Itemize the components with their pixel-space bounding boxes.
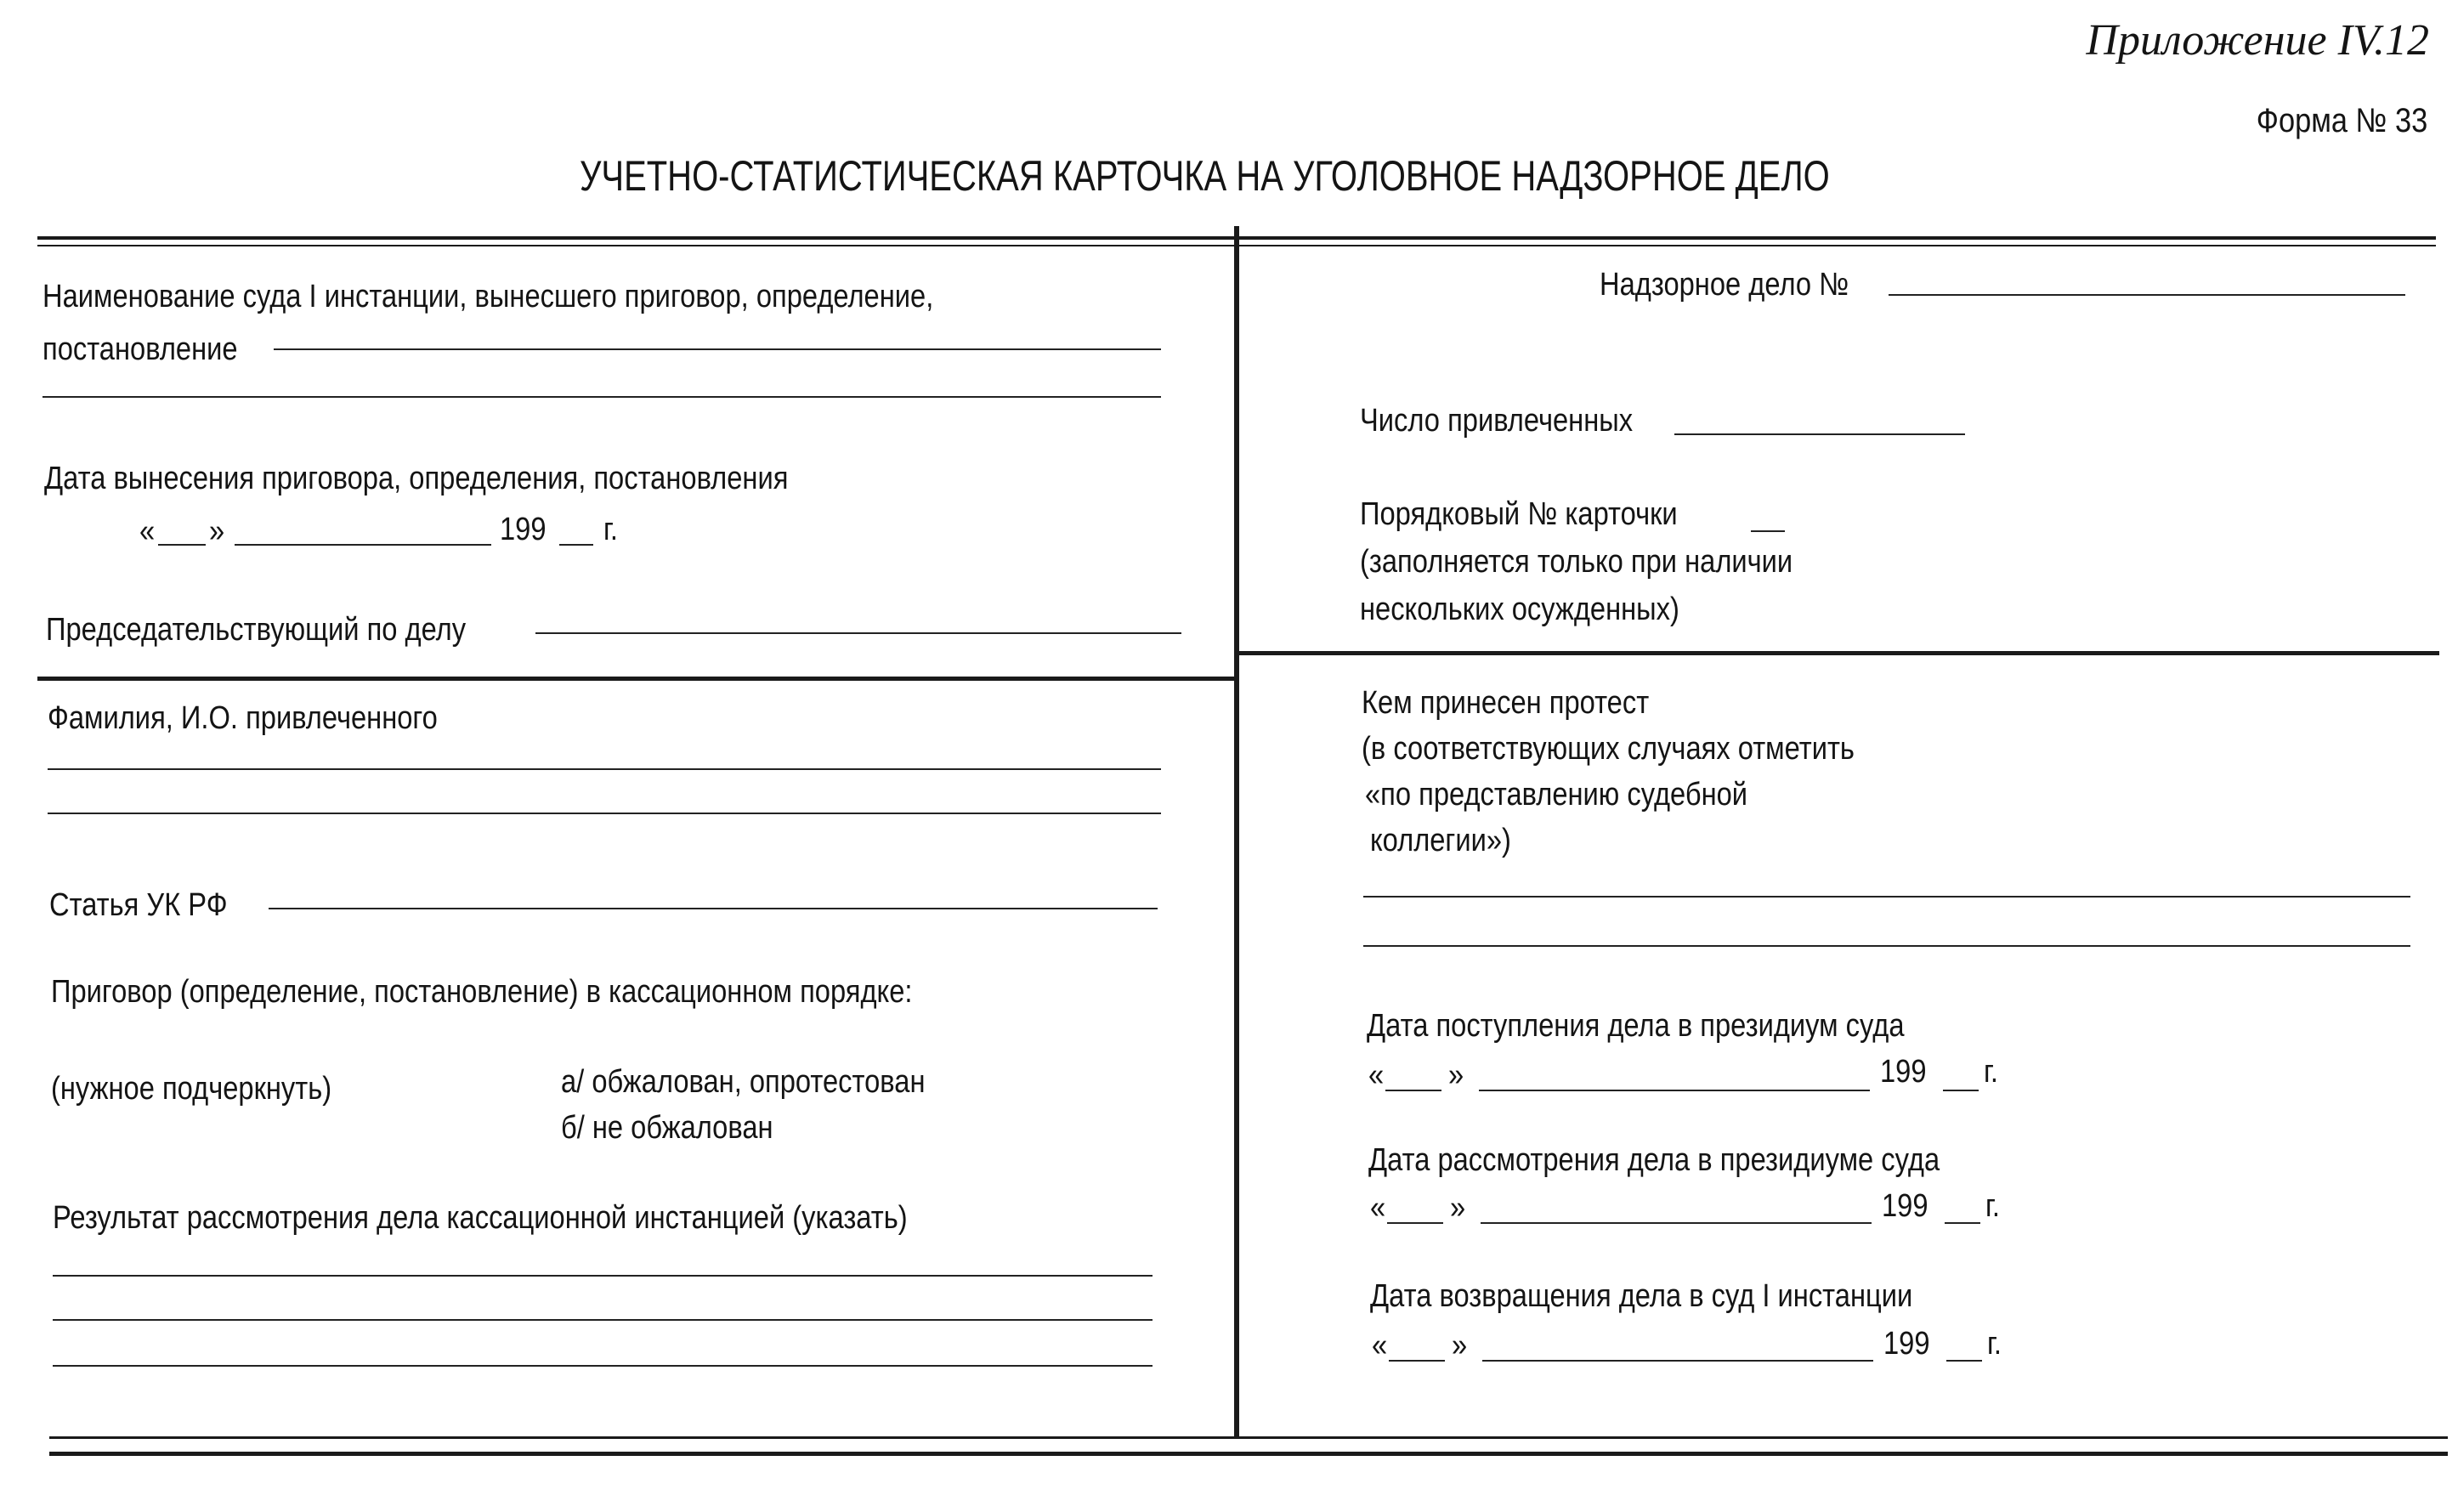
returned-date-year-fill[interactable]	[1946, 1360, 1982, 1362]
verdict-date-month-fill[interactable]	[235, 544, 491, 546]
cassation-option-appealed[interactable]: а/ обжалован, опротестован	[561, 1064, 926, 1100]
court-name-fill-line[interactable]	[274, 348, 1161, 350]
received-date-month-fill[interactable]	[1479, 1090, 1870, 1091]
reviewed-date-label: Дата рассмотрения дела в президиуме суда	[1368, 1142, 1940, 1178]
returned-date-suffix: г.	[1987, 1326, 2002, 1362]
verdict-date-close-quote: »	[209, 513, 225, 549]
card-serial-number-label: Порядковый № карточки	[1360, 496, 1678, 532]
supervisory-case-number-fill-line[interactable]	[1889, 294, 2405, 296]
middle-rule-left	[37, 677, 1237, 681]
criminal-code-article-label: Статья УК РФ	[49, 887, 228, 923]
protest-label-line1: Кем принесен протест	[1362, 685, 1650, 721]
form-number: Форма № 33	[2256, 102, 2427, 139]
court-name-fill-line-2[interactable]	[42, 396, 1161, 398]
verdict-date-open-quote: «	[139, 513, 156, 549]
returned-date-open-quote: «	[1372, 1328, 1388, 1363]
received-date-year-fill[interactable]	[1943, 1090, 1979, 1091]
bottom-double-rule-upper	[49, 1436, 2448, 1439]
returned-date-month-fill[interactable]	[1482, 1360, 1873, 1362]
cassation-result-fill-line-2[interactable]	[53, 1319, 1153, 1321]
reviewed-date-year-fill[interactable]	[1945, 1222, 1980, 1224]
criminal-code-article-fill-line[interactable]	[269, 908, 1158, 909]
cassation-result-label: Результат рассмотрения дела кассационной инстанцией (указать)	[53, 1200, 908, 1236]
cassation-result-fill-line-1[interactable]	[53, 1275, 1153, 1277]
returned-date-day-fill[interactable]	[1389, 1360, 1445, 1362]
defendants-count-label: Число привлеченных	[1360, 403, 1634, 439]
center-divider	[1234, 226, 1239, 1438]
protest-label-line4: коллегии»)	[1370, 823, 1511, 858]
appendix-label: Приложение IV.12	[2086, 16, 2429, 65]
received-date-open-quote: «	[1368, 1057, 1385, 1093]
received-date-suffix: г.	[1984, 1054, 1999, 1090]
middle-rule-right	[1234, 651, 2439, 655]
court-name-label-line2: постановление	[42, 331, 238, 367]
surname-label: Фамилия, И.О. привлеченного	[48, 700, 438, 736]
supervisory-case-number-label: Надзорное дело №	[1600, 267, 1849, 303]
cassation-label: Приговор (определение, постановление) в кассационном порядке:	[51, 974, 913, 1010]
underline-note: (нужное подчеркнуть)	[51, 1071, 332, 1107]
reviewed-date-month-fill[interactable]	[1481, 1222, 1872, 1224]
reviewed-date-open-quote: «	[1370, 1190, 1386, 1226]
verdict-date-day-fill[interactable]	[158, 544, 206, 546]
protest-fill-line-2[interactable]	[1363, 945, 2410, 947]
verdict-date-label: Дата вынесения приговора, определения, постановления	[44, 461, 789, 496]
returned-date-close-quote: »	[1452, 1328, 1468, 1363]
received-date-close-quote: »	[1448, 1057, 1464, 1093]
surname-fill-line-2[interactable]	[48, 813, 1161, 814]
card-serial-note-line2: нескольких осужденных)	[1360, 592, 1679, 627]
protest-fill-line-1[interactable]	[1363, 896, 2410, 898]
protest-label-line2: (в соответствующих случаях отметить	[1362, 731, 1855, 767]
reviewed-date-close-quote: »	[1450, 1190, 1466, 1226]
verdict-date-year: 199	[500, 512, 547, 547]
returned-date-label: Дата возвращения дела в суд I инстанции	[1370, 1278, 1913, 1314]
returned-date-year: 199	[1883, 1326, 1930, 1362]
received-date-year: 199	[1880, 1054, 1927, 1090]
verdict-date-suffix: г.	[603, 512, 619, 547]
cassation-result-fill-line-3[interactable]	[53, 1365, 1153, 1367]
reviewed-date-year: 199	[1882, 1188, 1928, 1224]
defendants-count-fill-line[interactable]	[1674, 433, 1965, 435]
court-name-label-line1: Наименование суда I инстанции, вынесшего приговор, определение,	[42, 279, 934, 314]
received-date-label: Дата поступления дела в президиум суда	[1367, 1008, 1905, 1044]
card-serial-number-fill-line[interactable]	[1751, 530, 1785, 532]
presiding-judge-fill-line[interactable]	[535, 632, 1181, 634]
received-date-day-fill[interactable]	[1385, 1090, 1441, 1091]
presiding-judge-label: Председательствующий по делу	[46, 612, 467, 648]
bottom-double-rule-lower	[49, 1452, 2448, 1456]
reviewed-date-day-fill[interactable]	[1387, 1222, 1443, 1224]
protest-label-line3: «по представлению судебной	[1365, 777, 1748, 813]
card-serial-note-line1: (заполняется только при наличии	[1360, 544, 1793, 580]
reviewed-date-suffix: г.	[1985, 1188, 2001, 1224]
cassation-option-not-appealed[interactable]: б/ не обжалован	[561, 1110, 773, 1146]
surname-fill-line-1[interactable]	[48, 768, 1161, 770]
page-title: УЧЕТНО-СТАТИСТИЧЕСКАЯ КАРТОЧКА НА УГОЛОВНОЕ НАДЗОРНОЕ ДЕЛО	[580, 152, 1830, 200]
verdict-date-year-fill[interactable]	[559, 544, 593, 546]
